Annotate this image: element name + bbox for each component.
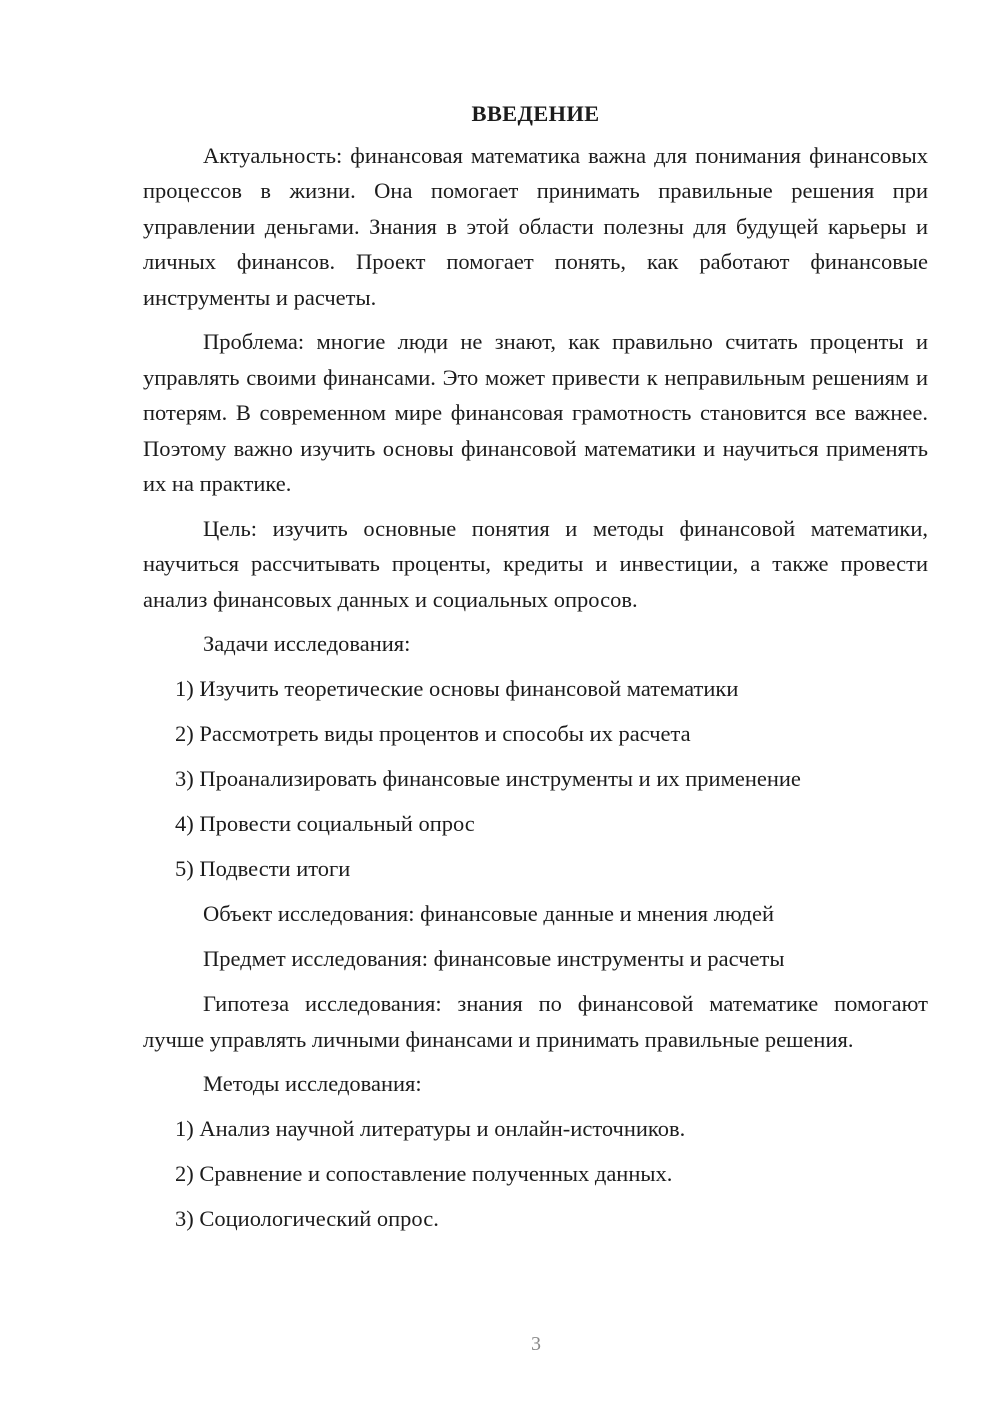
page-number: 3 [531,1333,541,1355]
tasks-heading: Задачи исследования: [203,631,411,656]
methods-list [143,1111,928,1237]
list-item: 2) Сравнение и сопоставление полученных данных. [175,1161,673,1186]
list-item: 3) Социологический опрос. [175,1206,439,1231]
list-item: 4) Провести социальный опрос [175,811,475,836]
goal-paragraph: Цель: изучить основные понятия и методы финансовой математики, научиться рассчитывать проценты, кредиты и инвестиции, а также провести анализ финансовых данных и социальных опросов. [143,515,928,612]
section-title: ВВЕДЕНИЕ [471,101,600,126]
list-item: 2) Рассмотреть виды процентов и способы их расчета [175,721,691,746]
relevance-paragraph: Актуальность: финансовая математика важна для понимания финансовых процессов в жизни. Она помогает принимать правильные решения при управлении деньгами. Знания в этой области полезны для будущей карьеры и личных финансов. Проект помогает понять, как работают финансовые инструменты и расчеты. [143,142,928,310]
page-content [143,96,928,1246]
list-item: 1) Изучить теоретические основы финансовой математики [175,676,739,701]
object-line: Объект исследования: финансовые данные и мнения людей [203,901,774,926]
list-item: 1) Анализ научной литературы и онлайн-источников. [175,1116,686,1141]
methods-heading: Методы исследования: [203,1071,422,1096]
tasks-list [143,671,928,887]
list-item: 3) Проанализировать финансовые инструменты и их применение [175,766,801,791]
subject-line: Предмет исследования: финансовые инструменты и расчеты [203,946,785,971]
problem-paragraph: Проблема: многие люди не знают, как правильно считать проценты и управлять своими финансами. Это может привести к неправильным решениям и потерям. В современном мире финансовая грамотность становится все важнее. Поэтому важно изучить основы финансовой математики и научиться применять их на практике. [143,329,928,496]
list-item: 5) Подвести итоги [175,856,351,881]
hypothesis-paragraph: Гипотеза исследования: знания по финансовой математике помогают лучше управлять личными финансами и принимать правильные решения. [143,991,928,1052]
